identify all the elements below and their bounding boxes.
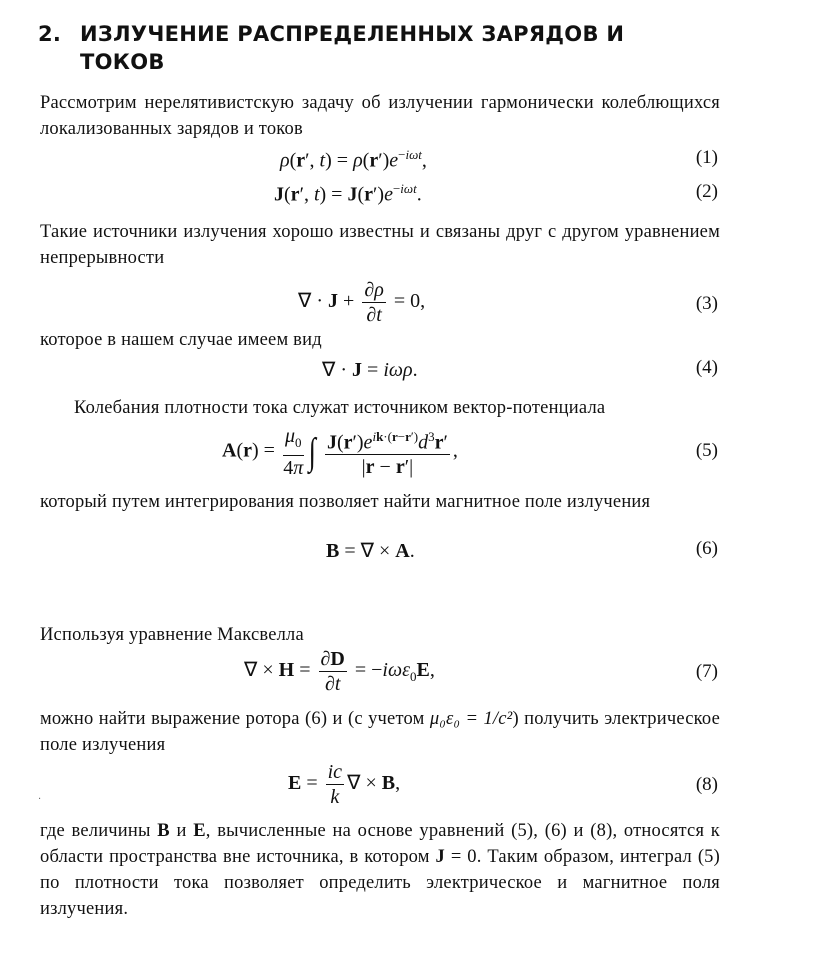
- equation-3: ∇ · J + $\frac{\partial\rho}{\partial t}$ = 0, (3): [298, 279, 718, 326]
- equation-5: A(r) = $\frac{\mu_0}{4\pi}$ ∫ $\frac{J(r')e^{ik\cdot(r-r')}d^3r'}{|r - r'|}$ , (5): [222, 425, 718, 479]
- section-heading: [38, 20, 758, 76]
- section-title-line1: ИЗЛУЧЕНИЕ РАСПРЕДЕЛЕННЫХ ЗАРЯДОВ И: [80, 22, 625, 46]
- equation-number-6: (6): [695, 538, 718, 559]
- equation-number-3: (3): [695, 293, 718, 314]
- equation-number-4: (4): [695, 357, 718, 378]
- fraction-drho-dt: $\frac{\partial\rho}{\partial t}$: [364, 279, 384, 326]
- equation-2: J(r′, $t) = J(r')e^{-i\omega t}$. (2): [274, 181, 718, 206]
- paragraph-rotor: можно найти выражение ротора (6) и (с учетом μ₀ε₀ = 1/c²) получить электрическое поле излучения: [40, 709, 720, 755]
- equation-number-5: (5): [695, 440, 718, 461]
- equation-number-7: (7): [695, 661, 718, 682]
- paragraph-intro: Рассмотрим нерелятивистскую задачу об излучении гармонически колеблющихся локализованных зарядов и токов: [40, 93, 720, 139]
- equation-number-1: (1): [695, 147, 718, 168]
- equation-6: B = ∇ × A. (6): [326, 538, 718, 562]
- equation-number-8: (8): [695, 774, 718, 795]
- paragraph-magnetic-field: который путем интегрирования позволяет найти магнитное поле излучения: [40, 492, 651, 512]
- paragraph-conclusion: где величины B и E, вычисленные на основе уравнений (5), (6) и (8), относятся к области пространства вне источника, в котором J = 0. Таким образом, интеграл (5) по плотности тока позволяет определить электрическое и магнитное поля излучения.: [40, 821, 720, 919]
- paragraph-maxwell: Используя уравнение Максвелла: [40, 625, 304, 645]
- paragraph-form: которое в нашем случае имеем вид: [40, 330, 322, 350]
- section-title-line2: ТОКОВ: [80, 50, 165, 74]
- equation-8: E = $\frac{ic}{k}$ ∇ × B, (8): [288, 761, 718, 808]
- equation-1: ρ(r′, $t) = \rho(r')e^{-i\omega t}$, (1): [280, 147, 718, 172]
- scan-artifact-dot: ·: [38, 794, 42, 805]
- equation-4: ∇ · J = iωρ. (4): [322, 357, 718, 381]
- inline-condition: μ₀ε₀ = 1/c²: [429, 709, 513, 729]
- section-number: 2.: [38, 22, 62, 46]
- equation-number-2: (2): [695, 181, 718, 202]
- paragraph-sources: Такие источники излучения хорошо известны и связаны друг с другом уравнением непрерывности: [40, 222, 720, 268]
- equation-7: ∇ × H = $\frac{\partial D}{\partial t}$ = −iωε$_0$E, (7): [244, 648, 718, 695]
- paragraph-vector-potential: Колебания плотности тока служат источником вектор-потенциала: [74, 398, 606, 418]
